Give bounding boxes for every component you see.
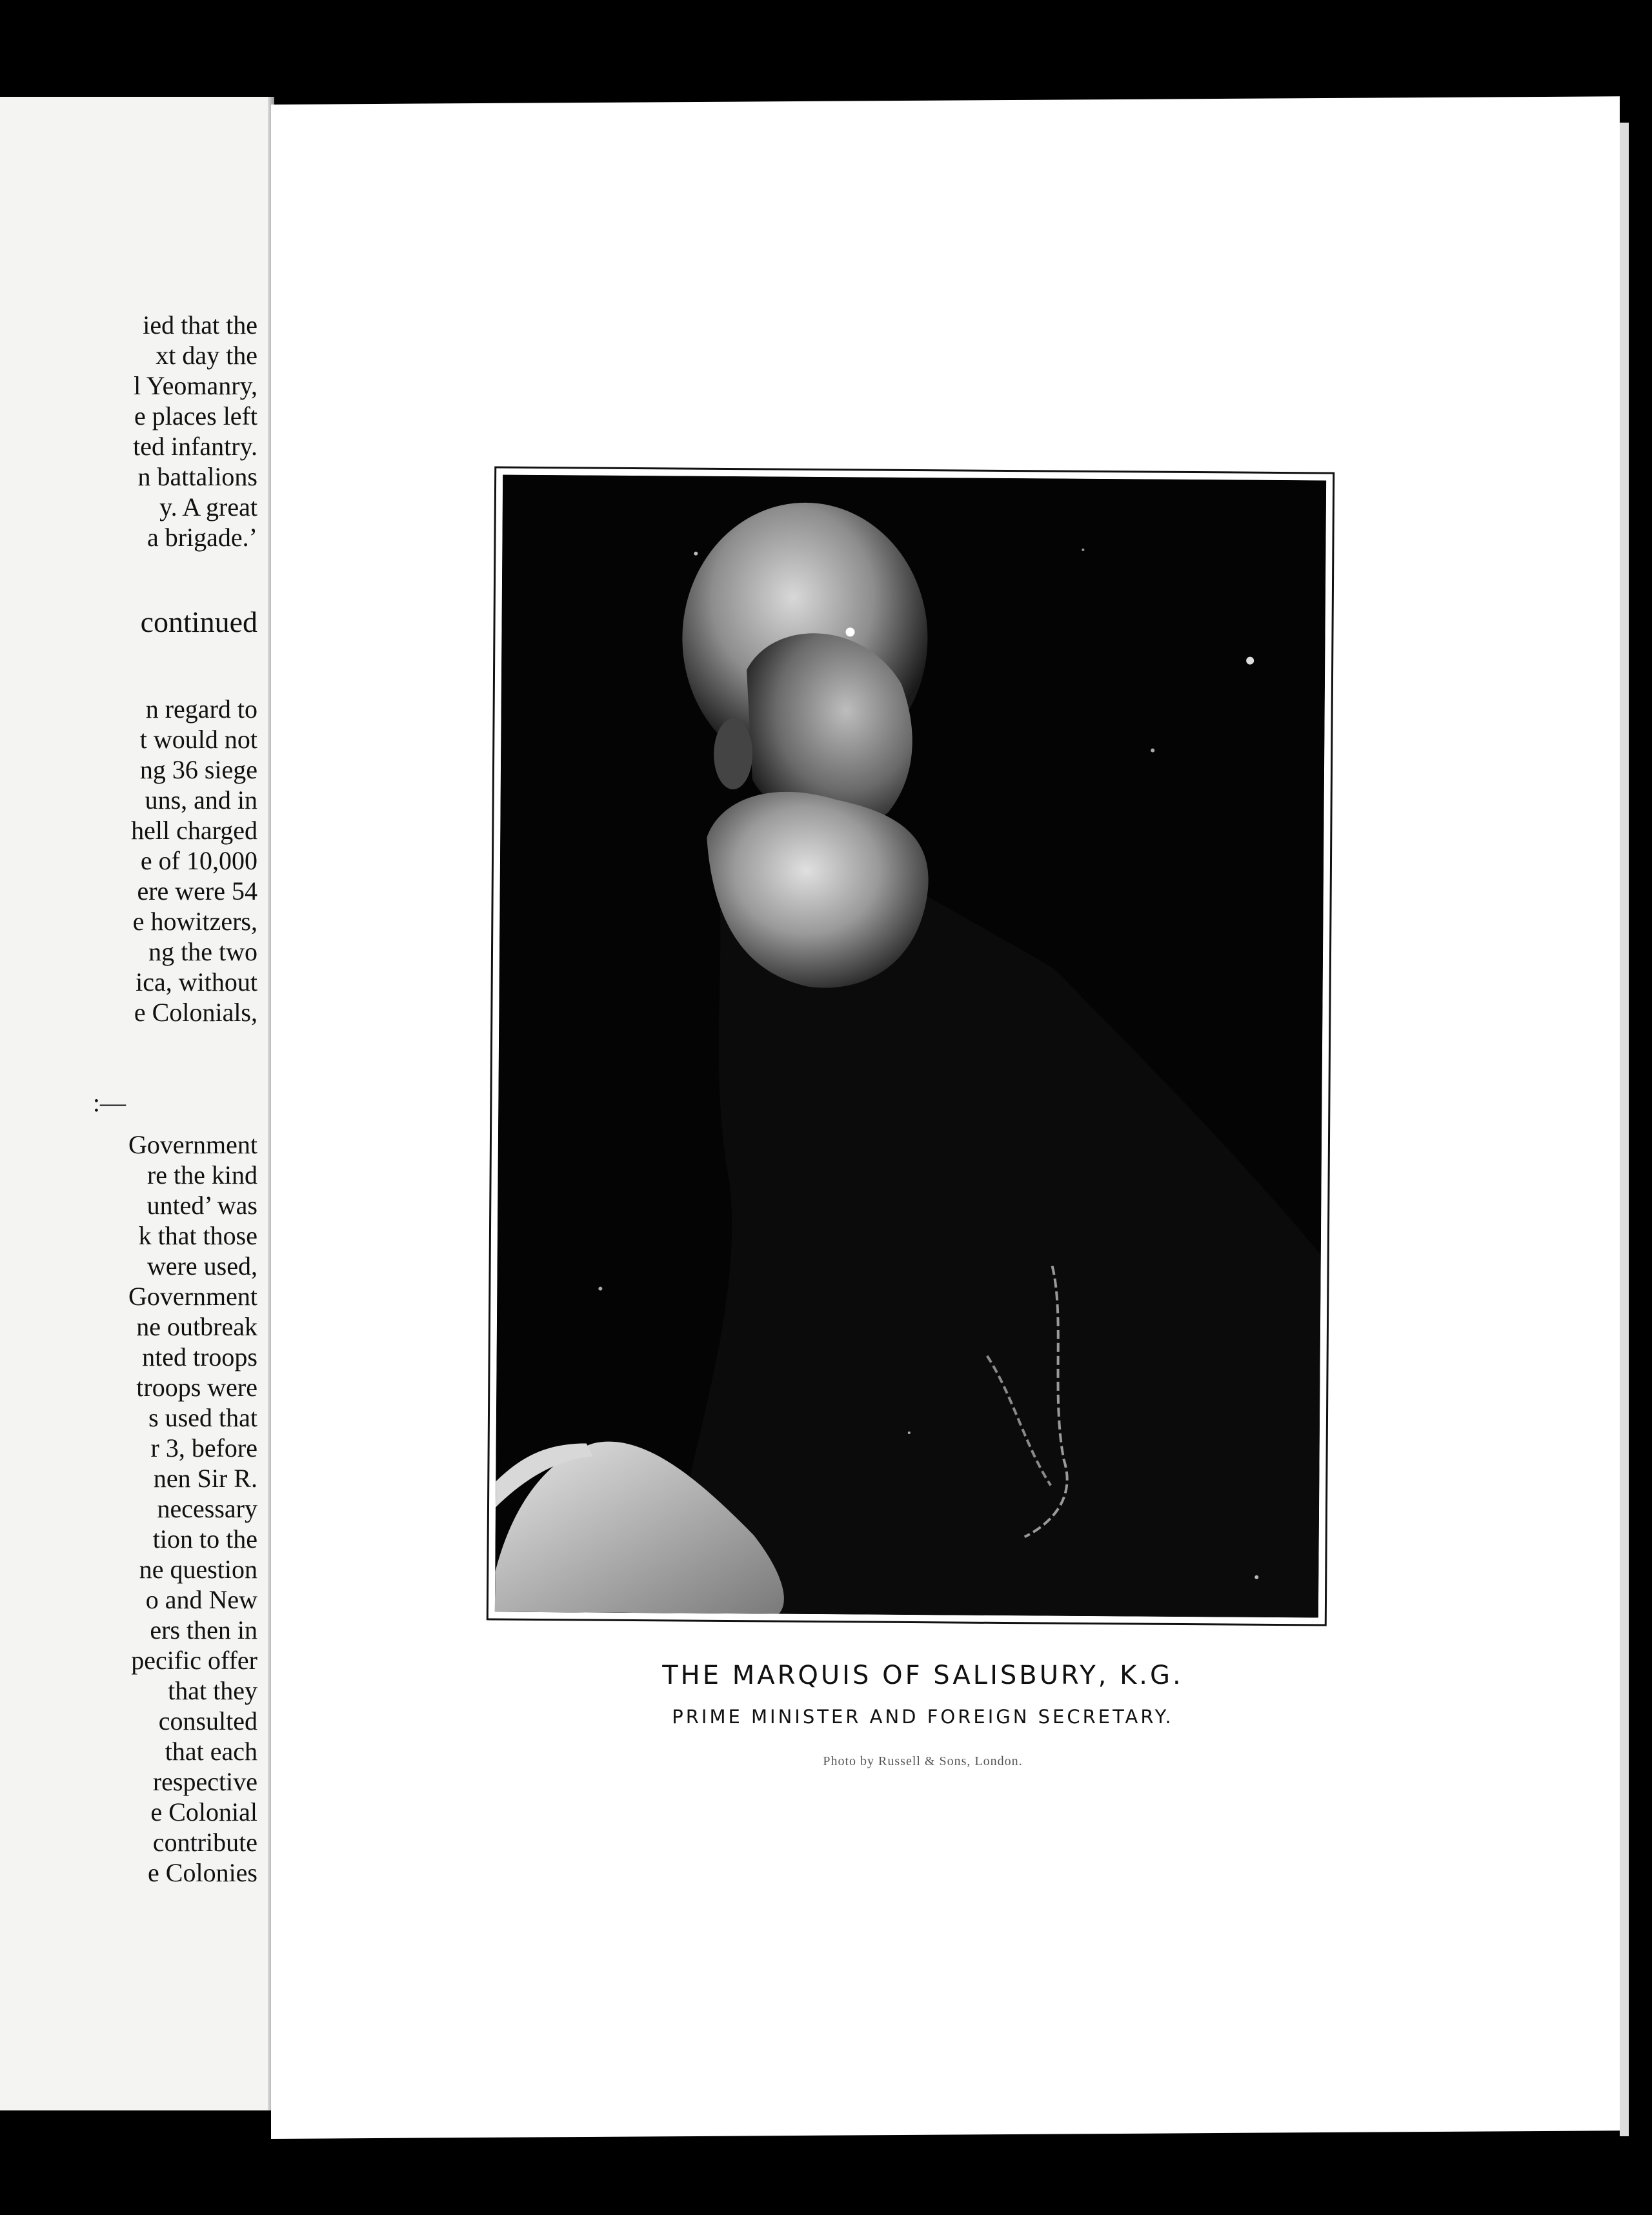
text-line: e places left [134,401,257,430]
text-line: Government [128,1282,257,1311]
text-line: ere were 54 [137,876,257,905]
text-line: re the kind [146,1160,257,1189]
text-line: troops were [136,1373,257,1402]
text-line: l Yeomanry, [134,371,257,400]
text-line: t would not [139,725,257,754]
text-line: respective [152,1767,257,1796]
left-paragraph-3 [128,1129,257,1888]
text-line: hell charged [131,816,257,845]
left-colon-line [93,1087,126,1118]
text-line: contribute [152,1828,257,1857]
text-line: pecific offer [131,1646,257,1675]
portrait-plate [487,466,1335,1626]
text-line: were used, [146,1251,257,1280]
text-line: that they [168,1676,257,1705]
text-line: nted troops [142,1342,257,1371]
portrait-photograph [495,475,1326,1618]
left-page [0,97,274,2110]
text-line: that each [165,1737,257,1766]
text-line: s used that [148,1403,257,1432]
text-line: ied that the [143,310,257,339]
photo-credit: Photo by Russell & Sons, London. [823,1754,1023,1768]
text-line: ng the two [148,937,257,966]
text-line: nen Sir R. [153,1464,257,1493]
text-line: unted’ was [146,1191,257,1220]
left-paragraph-1 [133,310,257,552]
text-line: ng 36 siege [139,755,257,784]
text-line: e Colonies [148,1858,257,1887]
text-line: n battalions [137,462,257,491]
text-line: necessary [157,1494,257,1523]
text-line: xt day the [156,341,257,370]
text-line: Government [128,1130,257,1159]
left-heading-text: continued [140,605,257,638]
text-line: ers then in [150,1615,257,1644]
text-line: ne question [139,1555,257,1584]
left-heading [141,607,257,637]
text-line: uns, and in [145,785,257,814]
text-line: r 3, before [150,1433,257,1462]
text-line: ne outbreak [136,1312,257,1341]
text-line: y. A great [159,492,257,521]
text-line: n regard to [145,694,257,723]
text-line: ica, without [136,967,257,996]
left-paragraph-2 [131,694,257,1027]
text-line: e of 10,000 [140,846,257,875]
left-colon-text: :— [92,1088,126,1117]
text-line: tion to the [152,1524,257,1553]
text-line: consulted [158,1706,257,1735]
text-line: e Colonial [150,1797,257,1826]
plate-caption-title: THE MARQUIS OF SALISBURY, K.G. [662,1661,1184,1690]
text-line: k that those [138,1221,257,1250]
text-line: o and New [145,1585,257,1614]
text-line: ted infantry. [133,432,257,461]
text-line: e Colonials, [134,998,257,1027]
text-line: e howitzers, [132,907,257,936]
page-edge [1620,123,1629,2136]
text-line: a brigade.’ [146,523,257,552]
portrait-image [495,475,1326,1618]
plate-caption-subtitle: PRIME MINISTER AND FOREIGN SECRETARY. [672,1706,1174,1728]
